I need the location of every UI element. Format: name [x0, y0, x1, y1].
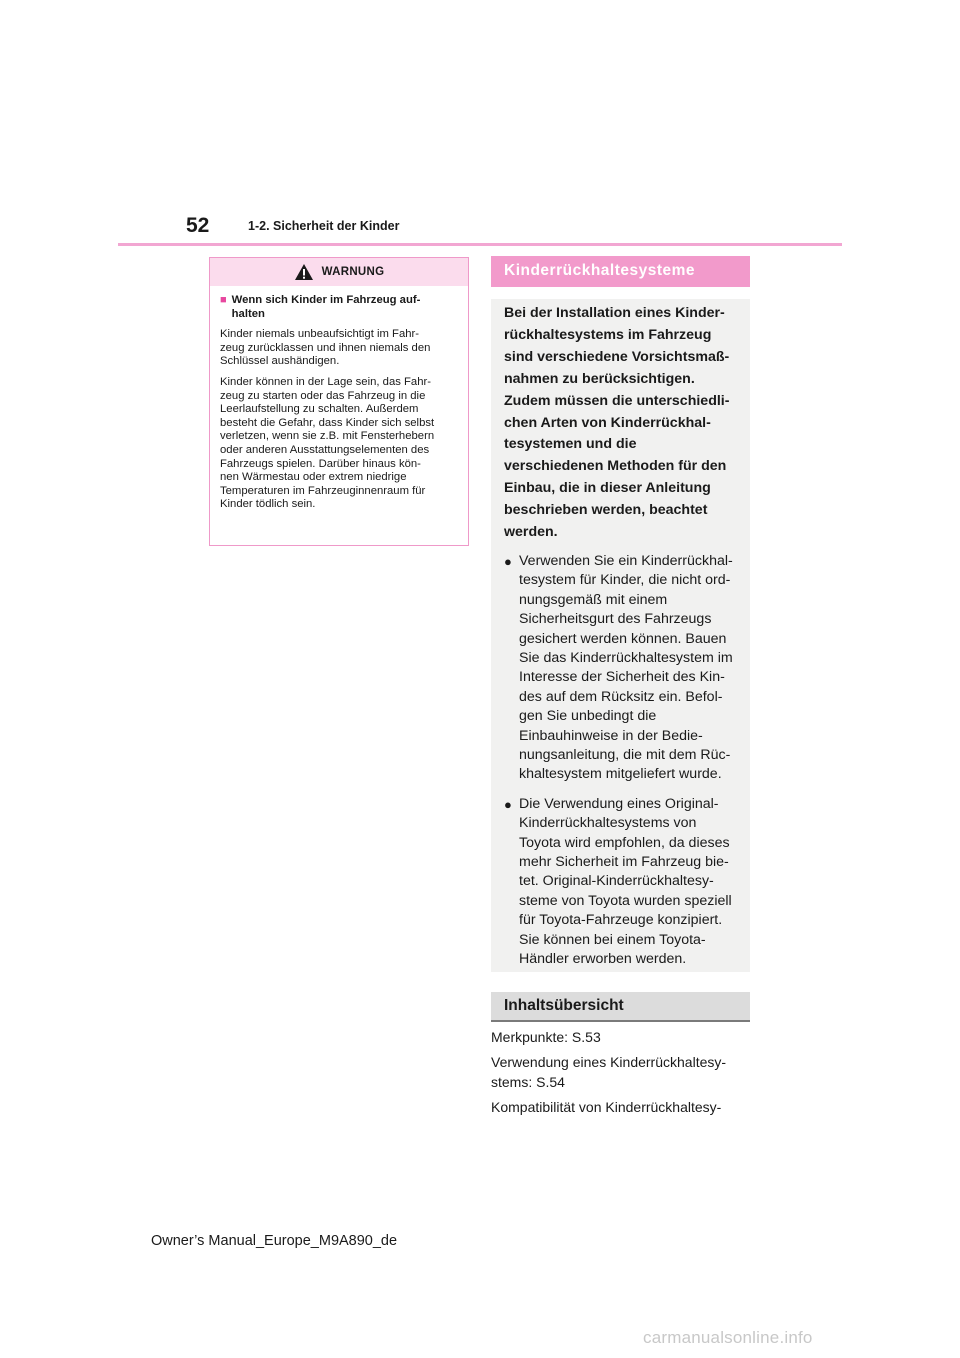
warning-box [209, 257, 469, 546]
watermark: carmanualsonline.info [643, 1328, 813, 1347]
square-bullet-icon: ■ [220, 294, 227, 306]
bullet-dot-icon: ● [504, 796, 512, 812]
warning-paragraph: Kinder niemals unbeaufsichtigt im Fahr- zeug zurücklassen und ihnen niemals den Schlüssel aushändigen. [220, 328, 431, 368]
page-number: 52 [186, 214, 210, 237]
list-item [504, 552, 738, 785]
warning-triangle-icon [294, 263, 314, 281]
toc-list [491, 1028, 753, 1124]
warning-subheading-text: Wenn sich Kinder im Fahrzeug auf- halten [231, 294, 421, 320]
warning-title: WARNUNG [321, 266, 385, 278]
list-item [504, 795, 738, 970]
toc-heading: Inhaltsübersicht [491, 992, 750, 1022]
header-rule [118, 243, 842, 246]
toc-item[interactable]: Merkpunkte: S.53 [491, 1029, 601, 1045]
warning-subheading [220, 294, 458, 321]
bullet-text: Die Verwendung eines Original- Kinderrückhaltesystems von Toyota wird empfohlen, da dieses mehr Sicherheit im Fahrzeug bie- tet. Original-Kinderrückhaltesy- steme von Toyota wurden speziell für Toyota-Fahrzeuge konzipiert. Sie können bei einem Toyota- Händler erworben werden. [519, 795, 732, 968]
info-box [491, 299, 750, 972]
bullet-text: Verwenden Sie ein Kinderrückhal- tesystem für Kinder, die nicht ord- nungsgemäß mit einem Sicherheitsgurt des Fahrzeugs gesichert werden können. Bauen Sie das Kinderrückhaltesystem im Interesse der Sicherheit des Kin- des auf dem Rücksitz ein. Befol- gen Sie unbedingt die Einbauhinweise in der Bedie- nungsanleitung, die mit dem Rüc- khaltesystem mitgeliefert wurde. [519, 552, 733, 783]
warning-header [210, 258, 468, 286]
footer-text: Owner’s Manual_Europe_M9A890_de [150, 1233, 398, 1249]
warning-body [210, 286, 468, 512]
main-heading: Kinderrückhaltesysteme [491, 256, 750, 287]
bullet-dot-icon: ● [504, 553, 512, 569]
intro-text: Bei der Installation eines Kinder- rückhaltesystems im Fahrzeug sind verschiedene Vorsichtsmaß- nahmen zu berücksichtigen. Zudem müssen die unterschiedli- chen Arten von Kinderrückhal- tesystemen und die verschiedenen Methoden für den Einbau, die in dieser Anleitung beschrieben werden, beachtet werden. [504, 305, 730, 541]
warning-paragraph: Kinder können in der Lage sein, das Fahr- zeug zu starten oder das Fahrzeug in die Leerlaufstellung zu schalten. Außerdem besteht die Gefahr, dass Kinder sich selbst verletzen, wenn sie z.B. mit Fensterhebern oder anderen Ausstattungselementen des Fahrzeugs spielen. Darüber hinaus kön- nen Wärmestau oder extrem niedrige Temperaturen im Fahrzeuginnenraum für Kinder tödlich sein. [220, 375, 435, 511]
toc-item[interactable]: Kompatibilität von Kinderrückhaltesy- [491, 1099, 722, 1116]
toc-item[interactable]: Verwendung eines Kinderrückhaltesy- stems: S.54 [491, 1054, 727, 1090]
section-title: 1-2. Sicherheit der Kinder [248, 219, 400, 233]
